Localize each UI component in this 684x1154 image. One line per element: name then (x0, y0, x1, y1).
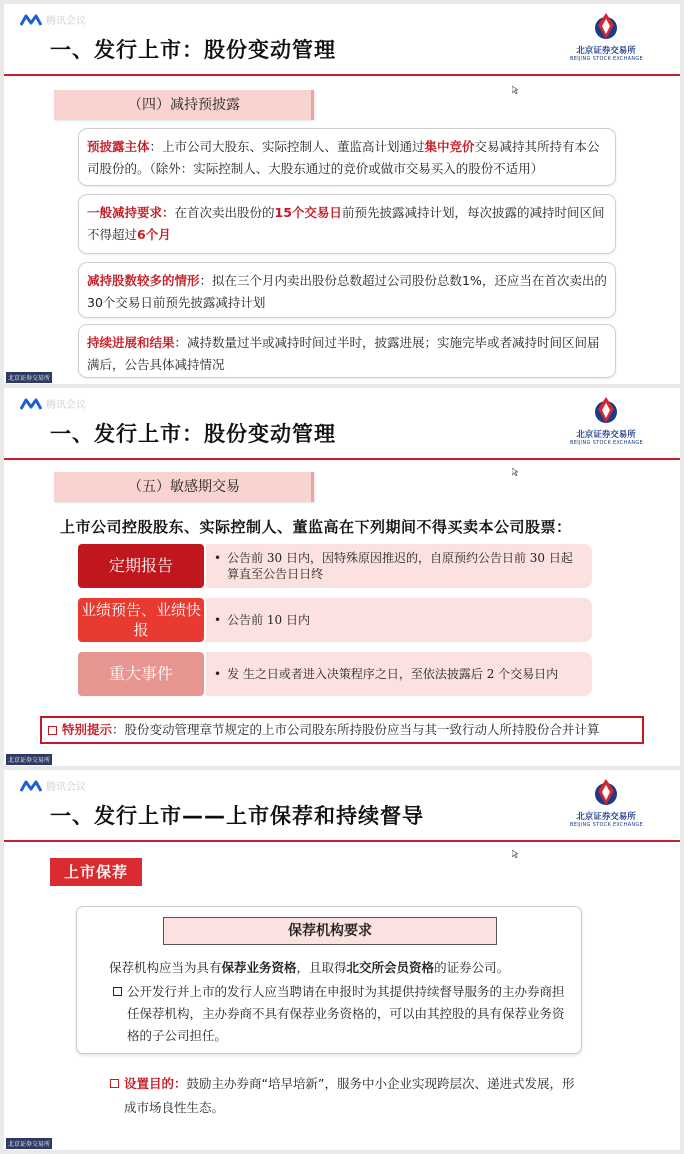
slide-title: 一、发行上市：股份变动管理 (50, 38, 336, 62)
period-desc-earnings-forecast (206, 598, 592, 642)
slide-sensitive-period-trading (4, 388, 680, 766)
slide-title: 一、发行上市——上市保荐和持续督导 (50, 804, 424, 828)
requirement-list-text: 公开发行并上市的发行人应当聘请在申报时为其提供持续督导服务的主办券商担任保荐机构，主办券商不具有保荐业务资格的，可以由其控股的具有保荐业务资格的子公司担任。 (127, 984, 565, 1043)
purpose-text: 鼓励主办券商“培早培新”，服务中小企业实现跨层次、递进式发展，形成市场良性生态。 (124, 1076, 575, 1115)
exchange-logo (570, 12, 642, 62)
footer-exchange-logo: 北京证券交易所 (6, 1138, 52, 1149)
requirements-title: 保荐机构要求 (163, 917, 497, 945)
restriction-heading: 上市公司控股股东、实际控制人、董监高在下列期间不得买卖本公司股票： (60, 518, 572, 536)
card-label: 一般减持要求： (87, 205, 175, 220)
card-text: ：减持数量过半或减持时间过半时，披露进展；实施完毕或者减持时间区间届满后，公告具体减持情况 (87, 335, 600, 372)
mouse-cursor-icon (512, 468, 518, 476)
requirement-text: ，且取得 (296, 960, 347, 975)
period-desc-text: 公告前 30 日内，因特殊原因推迟的，自原预约公告日前 30 日起算直至公告日日终 (227, 551, 573, 581)
bullet: • (214, 613, 222, 627)
exchange-name-cn: 北京证券交易所 (576, 46, 636, 56)
card-label: 减持股数较多的情形 (87, 273, 200, 288)
requirement-emphasis: 北交所会员资格 (346, 960, 435, 975)
exchange-emblem-icon (591, 778, 621, 808)
checkbox-square-icon (113, 987, 122, 996)
period-desc-major-event (206, 652, 592, 696)
period-desc-periodic-report (206, 544, 592, 588)
title-divider (4, 74, 680, 76)
meeting-brand-name: 腾讯会议 (46, 16, 86, 27)
requirement-text: 的证券公司。 (434, 960, 510, 975)
slide-title: 一、发行上市：股份变动管理 (50, 422, 336, 446)
info-card-progress-result (78, 324, 616, 378)
meeting-brand-name: 腾讯会议 (46, 782, 86, 793)
meeting-brand-name: 腾讯会议 (46, 400, 86, 411)
requirement-list-item (113, 981, 567, 1047)
title-divider (4, 458, 680, 460)
card-label: 预披露主体 (87, 139, 150, 154)
exchange-logo (570, 396, 642, 446)
special-tip-box (40, 716, 644, 744)
checkbox-square-icon (48, 726, 57, 735)
exchange-name-en: BEIJING STOCK EXCHANGE (570, 822, 644, 828)
slide-listing-sponsorship (4, 770, 680, 1150)
tip-text: ：股份变动管理章节规定的上市公司股东所持股份应当与其一致行动人所持股份合并计算 (112, 722, 600, 737)
card-text: 在首次卖出股份的 (174, 205, 275, 220)
info-card-general-requirement (78, 194, 616, 254)
mouse-cursor-icon (512, 86, 518, 94)
bullet: • (214, 667, 222, 681)
meeting-brand (20, 778, 86, 793)
meeting-brand (20, 12, 86, 27)
meeting-logo-icon (20, 780, 42, 792)
footer-exchange-logo: 北京证券交易所 (6, 372, 52, 383)
card-text: ：拟在三个月内卖出股份总数超过公司股份总数1%，还应当在首次卖出的30个交易日前预先披露减持计划 (87, 273, 607, 310)
period-desc-text: 发 生之日或者进入决策程序之日，至依法披露后 2 个交易日内 (227, 667, 559, 681)
title-divider (4, 840, 680, 842)
card-text: 前预先披露减持计划，每次披露的减持时间区间不得超过 (87, 205, 605, 242)
listing-sponsor-badge: 上市保荐 (50, 858, 142, 886)
info-card-disclosure-subject (78, 128, 616, 186)
card-text: 交易减持其所持有本公司股份的。（除外：实际控制人、大股东通过的竞价或做市交易买入的股份不适用） (87, 139, 600, 176)
bullet: • (214, 551, 222, 565)
checkbox-square-icon (110, 1079, 119, 1088)
meeting-brand (20, 396, 86, 411)
exchange-logo (570, 778, 642, 828)
slide-share-change-pre-disclosure (4, 4, 680, 384)
setup-purpose (110, 1072, 580, 1120)
exchange-name-en: BEIJING STOCK EXCHANGE (570, 56, 644, 62)
exchange-emblem-icon (591, 12, 621, 42)
card-label: 持续进展和结果 (87, 335, 175, 350)
sponsor-requirements-box (76, 906, 582, 1054)
period-label-earnings-forecast: 业绩预告、业绩快报 (78, 598, 204, 642)
card-emphasis: 集中竞价 (424, 139, 475, 154)
card-emphasis: 6个月 (137, 227, 171, 242)
tip-label: 特别提示 (62, 722, 113, 737)
meeting-logo-icon (20, 14, 42, 26)
section-tab: （四）减持预披露 (54, 90, 314, 120)
requirement-text: 保荐机构应当为具有 (109, 960, 222, 975)
card-emphasis: 15个交易日 (274, 205, 342, 220)
section-tab: （五）敏感期交易 (54, 472, 314, 502)
meeting-logo-icon (20, 398, 42, 410)
exchange-name-cn: 北京证券交易所 (576, 430, 636, 440)
card-text: ：上市公司大股东、实际控制人、董监高计划通过 (149, 139, 425, 154)
footer-exchange-logo: 北京证券交易所 (6, 754, 52, 765)
mouse-cursor-icon (512, 850, 518, 858)
exchange-emblem-icon (591, 396, 621, 426)
exchange-name-en: BEIJING STOCK EXCHANGE (570, 440, 644, 446)
requirement-qualification (109, 957, 509, 979)
info-card-large-reduction (78, 262, 616, 318)
exchange-name-cn: 北京证券交易所 (576, 812, 636, 822)
purpose-label: 设置目的： (124, 1076, 187, 1091)
period-label-periodic-report: 定期报告 (78, 544, 204, 588)
period-label-major-event: 重大事件 (78, 652, 204, 696)
period-desc-text: 公告前 10 日内 (227, 613, 310, 627)
requirement-emphasis: 保荐业务资格 (221, 960, 297, 975)
